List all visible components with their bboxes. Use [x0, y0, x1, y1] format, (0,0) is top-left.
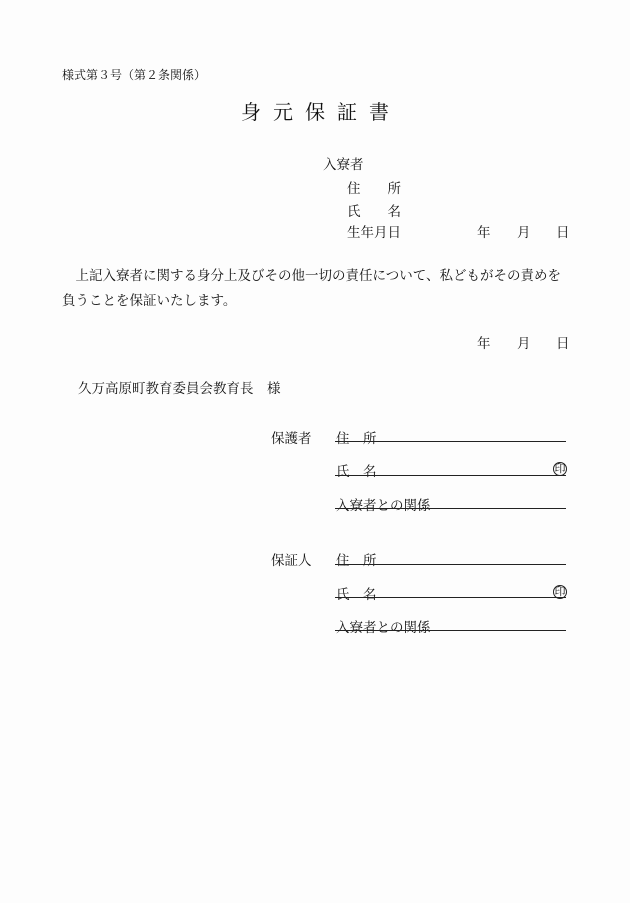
date-month-label: 月 — [517, 336, 531, 352]
guardian-relation-label: 入寮者との関係 — [336, 498, 431, 514]
guardian-address-line[interactable] — [335, 441, 566, 442]
addressee: 久万高原町教育委員会教育長 様 — [78, 381, 281, 397]
guardian-name-line[interactable] — [335, 475, 566, 476]
date-year-label: 年 — [477, 336, 491, 352]
guardian-address-label: 住 所 — [336, 431, 377, 447]
guardian-relation-line[interactable] — [335, 508, 566, 509]
guarantee-statement: 上記入寮者に関する身分上及びその他一切の責任について、私どもがその責めを負うことを保証いたします。 — [62, 268, 561, 309]
guarantor-relation-label: 入寮者との関係 — [336, 620, 431, 636]
guarantor-label: 保証人 — [271, 553, 312, 569]
resident-address-label: 住 所 — [347, 181, 401, 197]
resident-heading: 入寮者 — [323, 157, 364, 173]
guarantor-name-label: 氏 名 — [336, 587, 377, 603]
form-number: 様式第３号（第２条関係） — [62, 68, 207, 82]
guarantor-relation-line[interactable] — [335, 630, 566, 631]
resident-birthdate-label: 生年月日 — [347, 225, 401, 241]
document-title: 身元保証書 — [241, 100, 401, 124]
birth-year-label: 年 — [477, 225, 491, 241]
resident-name-label: 氏 名 — [347, 204, 401, 220]
guardian-label: 保護者 — [271, 431, 312, 447]
guardian-name-label: 氏 名 — [336, 464, 377, 480]
birth-day-label: 日 — [556, 225, 570, 241]
guardian-seal-mark: 印 — [554, 462, 566, 475]
guarantor-seal-mark: 印 — [554, 585, 566, 598]
guarantor-address-line[interactable] — [335, 564, 566, 565]
guarantor-address-label: 住 所 — [336, 553, 377, 569]
date-day-label: 日 — [556, 336, 570, 352]
guarantor-name-line[interactable] — [335, 597, 566, 598]
birth-month-label: 月 — [517, 225, 531, 241]
